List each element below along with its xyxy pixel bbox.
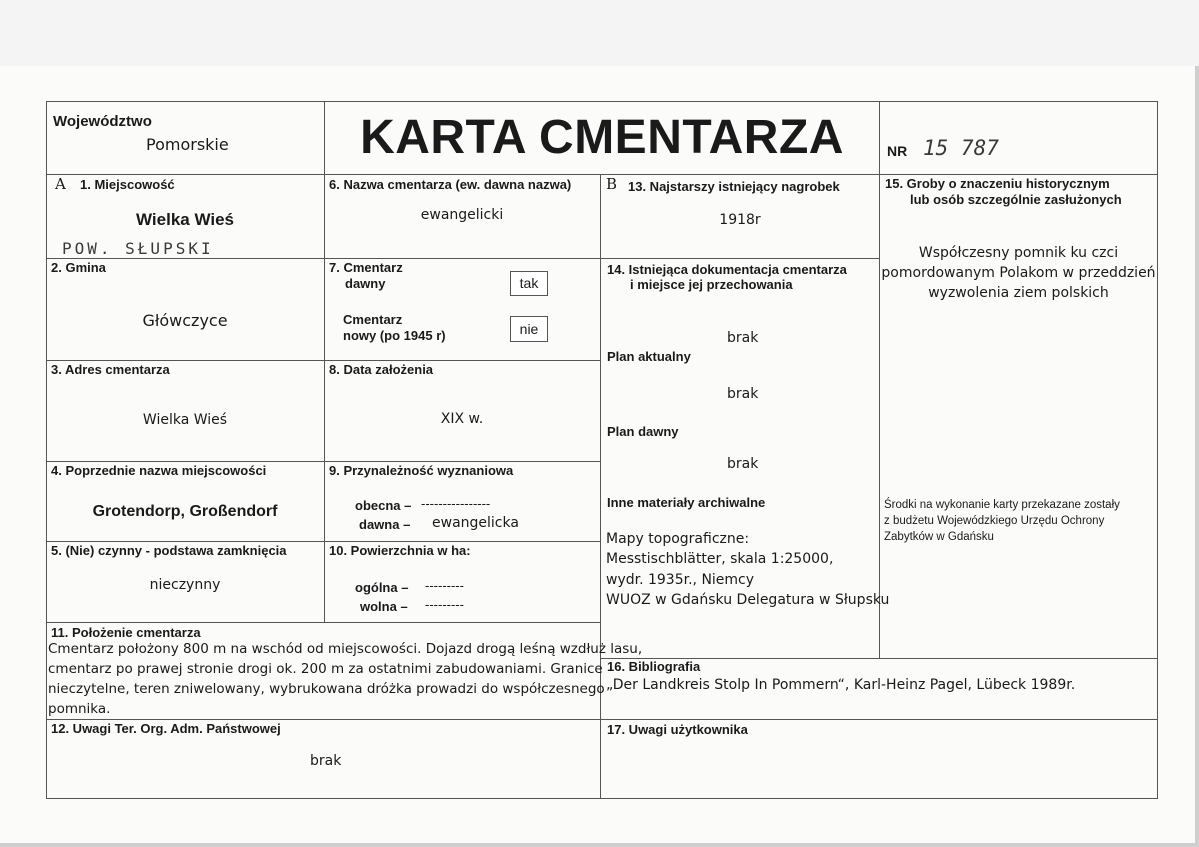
field-2-label: 2. Gmina (51, 260, 106, 275)
voivodeship-label: Województwo (53, 113, 152, 130)
field-2-value: Główczyce (142, 311, 228, 330)
field-11-line-1: Cmentarz położony 800 m na wschód od miejscowości. Dojazd drogą leśną wzdłuż lasu, (48, 641, 643, 657)
archival-line-1: Mapy topograficzne: (606, 531, 750, 547)
field-7-label: 7. Cmentarz (329, 260, 403, 275)
page-title: KARTA CMENTARZA (360, 111, 844, 164)
field-16-label: 16. Bibliografia (607, 659, 701, 674)
plan-old-label: Plan dawny (607, 424, 679, 439)
field-3-value: Wielka Wieś (142, 412, 228, 428)
field-15-line-3: wyzwolenia ziem polskich (928, 285, 1109, 301)
field-1-handwritten-note: POW. SŁUPSKI (62, 239, 214, 258)
field-10-total-value: --------- (425, 578, 464, 593)
archival-materials-label: Inne materiały archiwalne (607, 495, 766, 510)
section-b-letter: B (606, 175, 618, 193)
field-14-label-2: i miejsce jej przechowania (630, 277, 793, 292)
grid-line-row1 (46, 258, 600, 259)
field-7-new-label-2: nowy (po 1945 r) (343, 328, 446, 343)
field-17-label: 17. Uwagi użytkownika (607, 722, 748, 737)
grid-line-row5 (46, 622, 600, 623)
plan-current-label: Plan aktualny (607, 349, 691, 364)
funding-note-line-3: Zabytków w Gdańsku (884, 531, 994, 543)
field-10-free-value: --------- (425, 597, 464, 612)
field-11-line-2: cmentarz po prawej stronie drogi ok. 200 m za ostatnimi zabudowaniami. Granice (48, 661, 603, 677)
field-15-line-1: Współczesny pomnik ku czci (918, 245, 1119, 261)
field-7-new-value-box: nie (510, 316, 548, 342)
scan-bottom-edge (0, 843, 1199, 847)
field-14-value: brak (727, 330, 759, 346)
grid-line-header-bottom (46, 174, 1158, 175)
grid-line-f13-bottom (601, 258, 879, 259)
plan-old-value: brak (727, 456, 759, 472)
funding-note-line-1: Środki na wykonanie karty przekazane zostały (884, 499, 1120, 511)
grid-line-row3 (46, 461, 600, 462)
field-4-value: Grotendorp, Großendorf (92, 503, 278, 520)
grid-col-c (879, 101, 880, 658)
field-1-value: Wielka Wieś (136, 210, 234, 229)
field-13-value: 1918r (719, 212, 761, 228)
scan-top-margin (0, 0, 1199, 67)
grid-col-a (324, 101, 325, 622)
field-1-label: 1. Miejscowość (80, 177, 175, 192)
field-13-label: 13. Najstarszy istniejący nagrobek (628, 179, 840, 194)
plan-current-value: brak (727, 386, 759, 402)
field-5-value: nieczynny (149, 577, 221, 593)
field-3-label: 3. Adres cmentarza (51, 362, 170, 377)
card-number-label: NR (887, 143, 908, 159)
field-12-value: brak (310, 753, 342, 769)
field-9-former-value: ewangelicka (432, 515, 519, 531)
field-4-label: 4. Poprzednie nazwa miejscowości (51, 463, 267, 478)
archival-line-3: wydr. 1935r., Niemcy (606, 572, 755, 588)
section-a-letter: A (55, 175, 66, 193)
field-9-label: 9. Przynależność wyznaniowa (329, 463, 514, 478)
field-7-new-label-1: Cmentarz (343, 312, 403, 327)
field-9-current-label: obecna – (355, 498, 412, 513)
archival-line-4: WUOZ w Gdańsku Delegatura w Słupsku (606, 592, 890, 608)
field-10-label: 10. Powierzchnia w ha: (329, 543, 471, 558)
field-6-label: 6. Nazwa cmentarza (ew. dawna nazwa) (329, 177, 572, 192)
card-number-value: 15 787 (923, 136, 999, 160)
field-9-former-label: dawna – (359, 517, 411, 532)
field-8-label: 8. Data założenia (329, 362, 434, 377)
archival-line-2: Messtischblätter, skala 1:25000, (606, 551, 834, 567)
field-12-label: 12. Uwagi Ter. Org. Adm. Państwowej (51, 721, 281, 736)
field-11-label: 11. Położenie cmentarza (51, 625, 201, 640)
grid-col-b (600, 174, 601, 799)
field-15-label-1: 15. Groby o znaczeniu historycznym (885, 176, 1110, 191)
grid-line-row4 (46, 541, 600, 542)
grid-line-row6 (46, 719, 1158, 720)
field-15-line-2: pomordowanym Polakom w przeddzień (881, 265, 1156, 281)
field-7-old-value-box: tak (510, 271, 548, 296)
field-6-value: ewangelicki (420, 207, 504, 223)
field-8-value: XIX w. (440, 411, 484, 427)
field-11-line-4: pomnika. (48, 701, 111, 717)
field-11-line-3: nieczytelne, teren zniwelowany, wybrukowana dróżka prowadzi do współczesnego (48, 681, 605, 697)
field-10-total-label: ogólna – (355, 580, 409, 595)
voivodeship-value: Pomorskie (146, 135, 229, 154)
field-9-current-value: ---------------- (421, 496, 491, 511)
grid-line-row2 (46, 360, 600, 361)
field-10-free-label: wolna – (360, 599, 408, 614)
scan-right-edge (1195, 66, 1199, 847)
field-16-value: „Der Landkreis Stolp In Pommern“, Karl-Heinz Pagel, Lübeck 1989r. (606, 677, 1076, 693)
field-14-label-1: 14. Istniejąca dokumentacja cmentarza (607, 262, 847, 277)
field-5-label: 5. (Nie) czynny - podstawa zamknięcia (51, 543, 287, 558)
funding-note-line-2: z budżetu Wojewódzkiego Urzędu Ochrony (884, 515, 1105, 527)
field-7-old-label: dawny (345, 276, 386, 291)
field-15-label-2: lub osób szczególnie zasłużonych (910, 192, 1122, 207)
